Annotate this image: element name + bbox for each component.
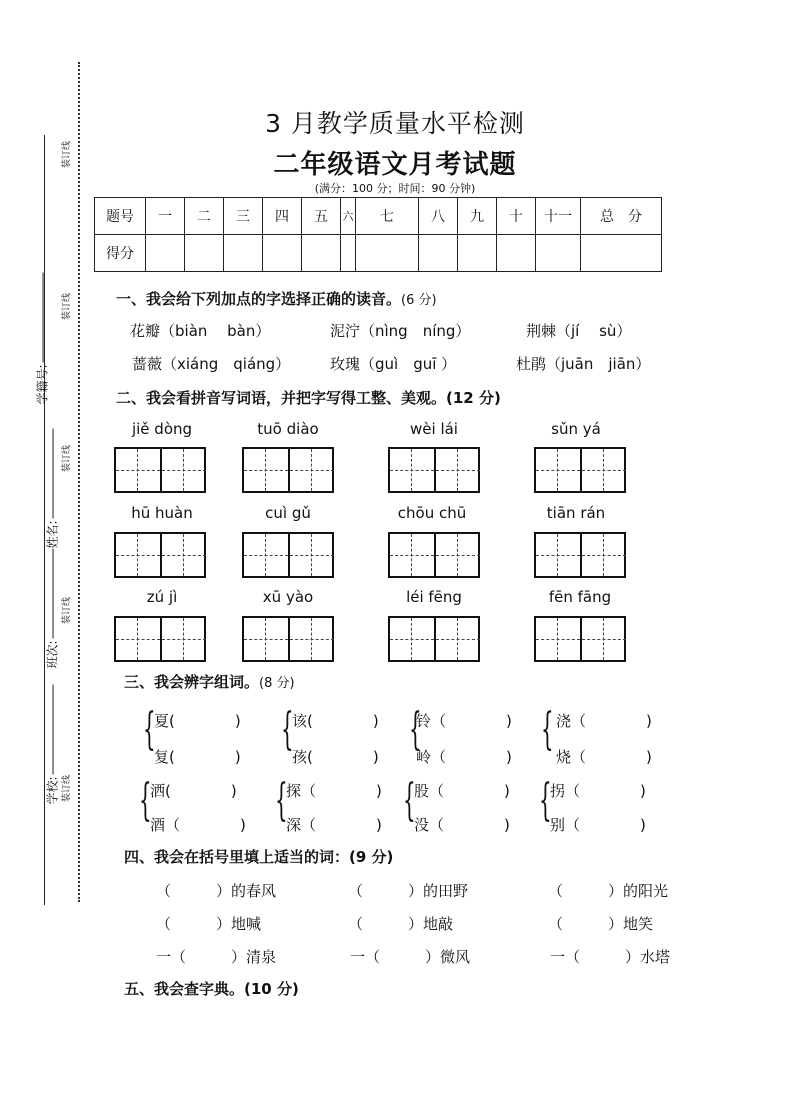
fill-blank-item: （ ）的春风: [156, 882, 277, 900]
table-cell: 四: [263, 198, 302, 235]
q1-item: 玫瑰（guì guī ）: [330, 355, 457, 373]
fill-blank-item: （ ）地敲: [348, 915, 454, 933]
score-input-cell[interactable]: [341, 235, 356, 272]
section-2-title: 二、我会看拼音写词语，并把字写得工整、美观。(12 分): [116, 389, 501, 407]
word-pair-item: 洒( ): [150, 782, 237, 800]
q1-item: 蔷薇（xiáng qiáng）: [132, 355, 291, 373]
brace-icon: {: [143, 704, 156, 755]
brace-icon: {: [539, 775, 552, 826]
exam-note: (满分：100 分；时间：90 分钟): [314, 182, 476, 195]
binding-label: 装订线: [62, 444, 73, 473]
pinyin-label: cuì gǔ: [265, 504, 311, 522]
table-cell: 八: [419, 198, 458, 235]
name-label: 姓名:: [44, 428, 61, 548]
table-cell: 五: [302, 198, 341, 235]
binding-label: 装订线: [62, 140, 73, 169]
fill-blank-item: （ ）地喊: [156, 915, 262, 933]
section-5-title: 五、我会查字典。(10 分): [124, 980, 299, 998]
writing-grid[interactable]: [534, 616, 626, 662]
score-input-cell[interactable]: [224, 235, 263, 272]
table-cell: 总 分: [581, 198, 662, 235]
writing-grid[interactable]: [114, 532, 206, 578]
table-cell: 题号: [95, 198, 146, 235]
writing-grid[interactable]: [114, 616, 206, 662]
pinyin-label: chōu chū: [397, 504, 467, 522]
score-input-cell[interactable]: [146, 235, 185, 272]
writing-grid[interactable]: [242, 616, 334, 662]
word-pair-item: 浇（ ): [556, 712, 652, 730]
binding-label: 装订线: [62, 292, 73, 321]
q1-item: 泥泞（nìng níng）: [330, 322, 471, 340]
writing-grid[interactable]: [242, 447, 334, 493]
word-pair-item: 深（ ): [286, 816, 382, 834]
word-pair-item: 没（ ): [414, 816, 510, 834]
word-pair-item: 别（ ): [550, 816, 646, 834]
word-pair-item: 烧（ ): [556, 748, 652, 766]
pinyin-label: zú jì: [146, 588, 178, 606]
table-cell: 三: [224, 198, 263, 235]
brace-icon: {: [139, 775, 152, 826]
word-pair-item: 拐（ ): [550, 782, 646, 800]
score-input-cell[interactable]: [419, 235, 458, 272]
binding-label: 装订线: [62, 774, 73, 803]
score-table-header-row: [95, 198, 662, 235]
writing-grid[interactable]: [388, 532, 480, 578]
table-cell: 得分: [95, 235, 146, 272]
pinyin-label: xū yào: [262, 588, 314, 606]
table-cell: 六: [341, 198, 356, 235]
word-pair-item: 该( ): [292, 712, 379, 730]
pinyin-label: sǔn yá: [551, 420, 601, 438]
fill-blank-item: 一（ ）清泉: [156, 948, 277, 966]
score-table: [94, 197, 662, 272]
brace-icon: {: [409, 704, 422, 755]
writing-grid[interactable]: [388, 616, 480, 662]
section-3-title: 三、我会辨字组词。(8 分): [124, 673, 295, 691]
writing-grid[interactable]: [534, 447, 626, 493]
score-table-score-row: [95, 235, 662, 272]
score-input-cell[interactable]: [185, 235, 224, 272]
table-cell: 九: [458, 198, 497, 235]
exam-subtitle: 二年级语文月考试题: [273, 150, 517, 180]
school-label: 学校:: [44, 684, 61, 804]
score-input-cell[interactable]: [302, 235, 341, 272]
word-pair-item: 岭（ ): [416, 748, 512, 766]
score-input-cell[interactable]: [356, 235, 419, 272]
q1-item: 荆棘（jí sù）: [526, 322, 632, 340]
fill-blank-item: 一（ ）微风: [350, 948, 471, 966]
pinyin-label: fēn fāng: [548, 588, 612, 606]
pinyin-label: jiě dòng: [131, 420, 193, 438]
fill-blank-item: （ ）的田野: [348, 882, 469, 900]
score-input-cell[interactable]: [458, 235, 497, 272]
word-pair-item: 复( ): [154, 748, 241, 766]
table-cell: 二: [185, 198, 224, 235]
q1-item: 杜鹃（juān jiān）: [516, 355, 651, 373]
score-input-cell[interactable]: [497, 235, 536, 272]
brace-icon: {: [541, 704, 554, 755]
writing-grid[interactable]: [534, 532, 626, 578]
table-cell: 十: [497, 198, 536, 235]
student-id-label: 学籍号:: [34, 272, 51, 404]
section-1-title: 一、我会给下列加点的字选择正确的读音。(6 分): [116, 290, 437, 308]
table-cell: 七: [356, 198, 419, 235]
exam-title: 3 月教学质量水平检测: [265, 109, 525, 138]
pinyin-label: tiān rán: [546, 504, 606, 522]
table-cell: 一: [146, 198, 185, 235]
pinyin-label: léi fēng: [406, 588, 462, 606]
fill-blank-item: （ ）地笑: [548, 915, 654, 933]
class-label: 班次:: [44, 548, 61, 668]
word-pair-item: 股（ ): [414, 782, 510, 800]
brace-icon: {: [275, 775, 288, 826]
word-pair-item: 夏( ): [154, 712, 241, 730]
fill-blank-item: 一（ ）水塔: [550, 948, 671, 966]
score-input-cell[interactable]: [536, 235, 581, 272]
word-pair-item: 探（ ): [286, 782, 382, 800]
score-input-cell[interactable]: [581, 235, 662, 272]
score-input-cell[interactable]: [263, 235, 302, 272]
table-cell: 十一: [536, 198, 581, 235]
writing-grid[interactable]: [242, 532, 334, 578]
section-4-title: 四、我会在括号里填上适当的词：(9 分): [124, 848, 394, 866]
writing-grid[interactable]: [388, 447, 480, 493]
brace-icon: {: [403, 775, 416, 826]
brace-icon: {: [281, 704, 294, 755]
word-pair-item: 孩( ): [292, 748, 379, 766]
pinyin-label: wèi lái: [410, 420, 458, 438]
pinyin-label: tuō diào: [257, 420, 319, 438]
pinyin-label: hū huàn: [131, 504, 193, 522]
word-pair-item: 酒（ ): [150, 816, 246, 834]
word-pair-item: 铃（ ): [416, 712, 512, 730]
writing-grid[interactable]: [114, 447, 206, 493]
binding-label: 装订线: [62, 596, 73, 625]
q1-item: 花瓣（biàn bàn）: [130, 322, 271, 340]
fill-blank-item: （ ）的阳光: [548, 882, 669, 900]
